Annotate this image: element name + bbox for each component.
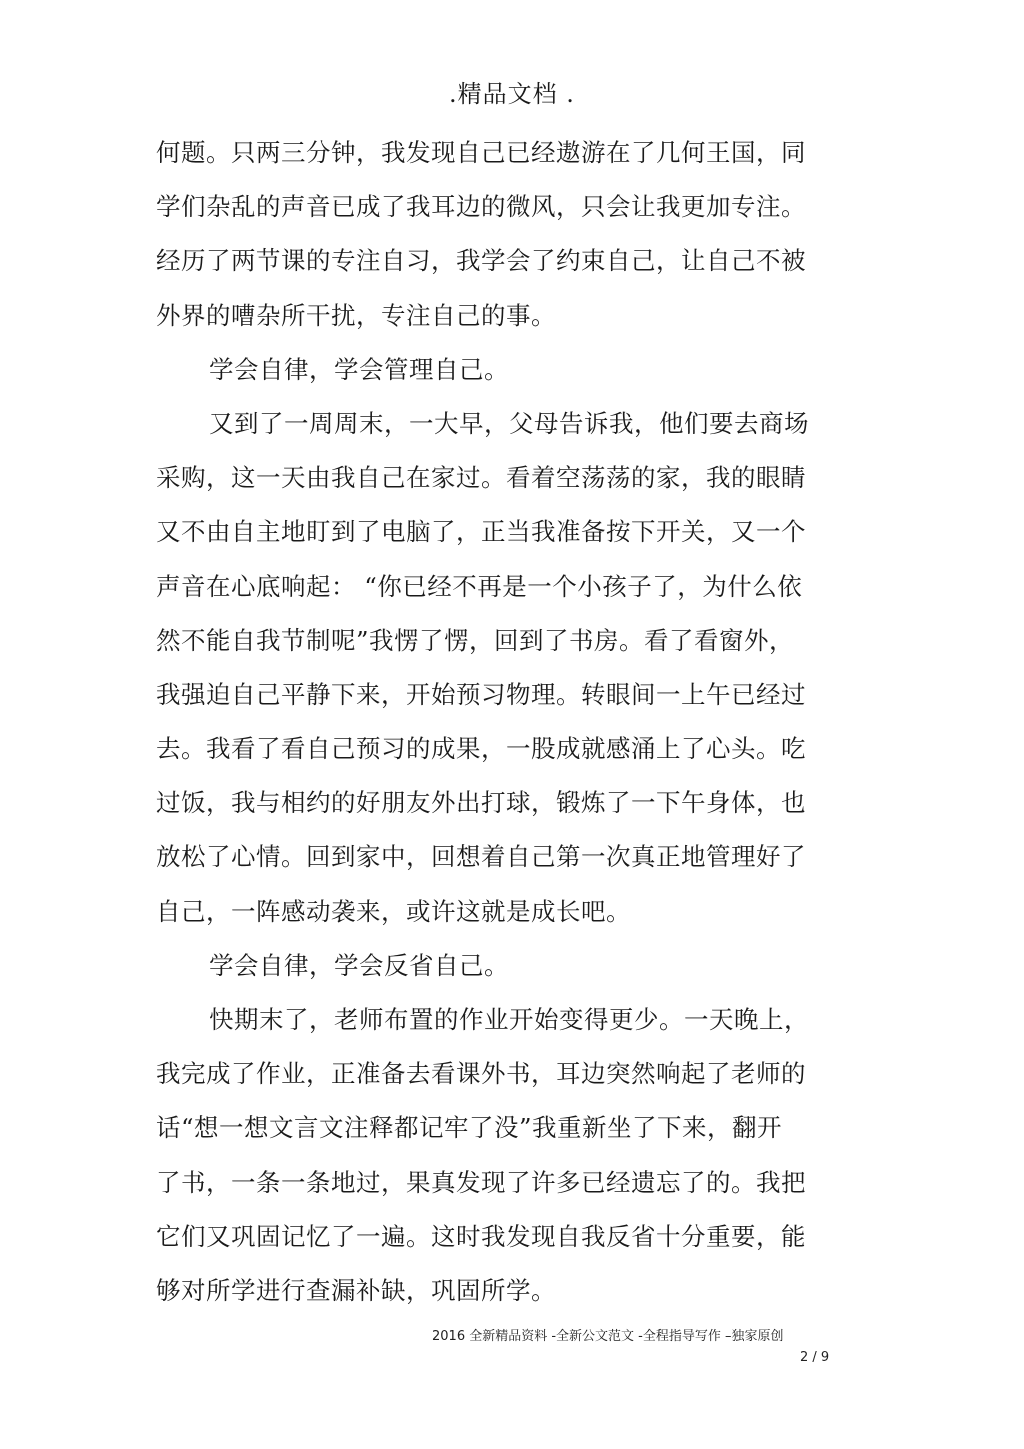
text-line: 它们又巩固记忆了一遍。这时我发现自我反省十分重要，能: [156, 1221, 806, 1251]
text-line: 放松了心情。回到家中，回想着自己第一次真正地管理好了: [156, 842, 806, 872]
text-line: 何题。只两三分钟，我发现自己已经遨游在了几何王国，同: [156, 138, 806, 167]
text-line: 去。我看了看自己预习的成果，一股成就感涌上了心头。吃: [156, 734, 806, 764]
section-heading: 学会自律，学会管理自己。: [209, 354, 509, 384]
text-line: 够对所学进行查漏补缺，巩固所学。: [156, 1275, 556, 1305]
page-footer: 2016 全新精品资料 -全新公文范文 -全程指导写作 –独家原创: [432, 1329, 784, 1344]
page-number: 2 / 9: [800, 1350, 830, 1365]
page-header: .精品文档 .: [449, 80, 575, 108]
text-line: 外界的嘈杂所干扰，专注自己的事。: [156, 300, 556, 330]
text-line: 然不能自我节制呢”我愣了愣，回到了书房。看了看窗外，: [156, 625, 795, 655]
text-line: 我强迫自己平静下来，开始预习物理。转眼间一上午已经过: [156, 679, 806, 709]
text-line: 又到了一周周末，一大早，父母告诉我，他们要去商场: [209, 408, 809, 438]
text-line: 采购，这一天由我自己在家过。看着空荡荡的家，我的眼睛: [156, 463, 806, 493]
text-line: 话“想一想文言文注释都记牢了没”我重新坐了下来，翻开: [156, 1113, 783, 1143]
text-line: 了书，一条一条地过，果真发现了许多已经遗忘了的。我把: [156, 1167, 806, 1197]
text-line: 自己，一阵感动袭来，或许这就是成长吧。: [156, 896, 631, 926]
text-line: 我完成了作业，正准备去看课外书，耳边突然响起了老师的: [156, 1059, 806, 1089]
text-line: 快期末了，老师布置的作业开始变得更少。一天晚上，: [209, 1005, 809, 1034]
text-line: 又不由自主地盯到了电脑了，正当我准备按下开关，又一个: [156, 517, 806, 547]
text-line: 学们杂乱的声音已成了我耳边的微风，只会让我更加专注。: [156, 192, 806, 222]
document-body: [156, 132, 809, 1324]
section-heading: 学会自律，学会反省自己。: [209, 950, 509, 980]
text-line: 经历了两节课的专注自习，我学会了约束自己，让自己不被: [156, 246, 806, 276]
text-line: 过饭，我与相约的好朋友外出打球，锻炼了一下午身体，也: [156, 788, 806, 818]
text-line: 声音在心底响起： “你已经不再是一个小孩子了，为什么依: [156, 571, 803, 601]
